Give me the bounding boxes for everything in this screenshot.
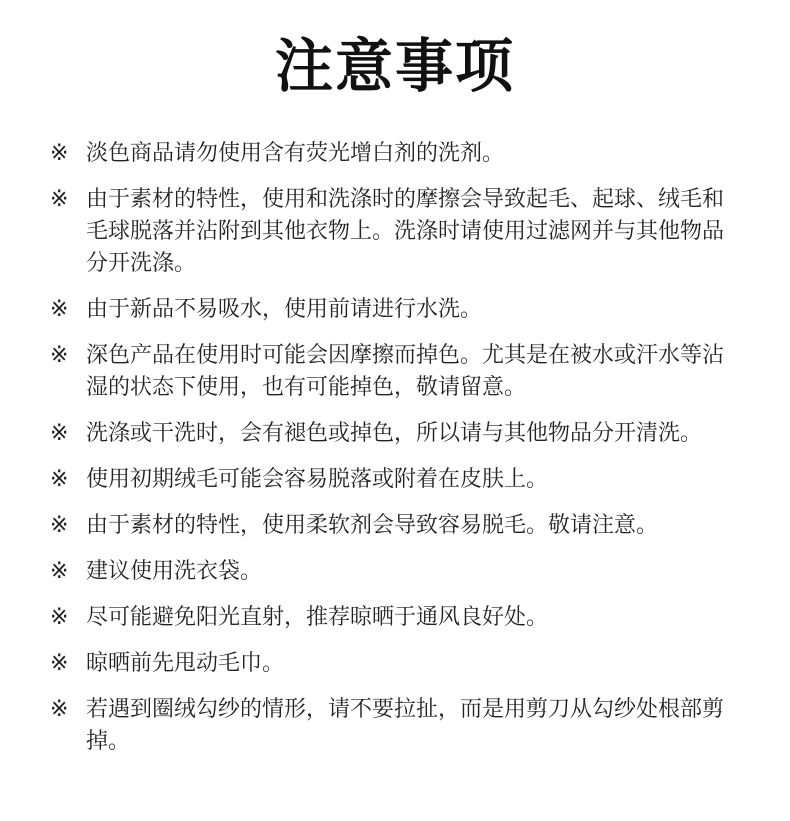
note-item: [50, 648, 740, 680]
note-item: [50, 694, 740, 758]
reference-mark-icon: ※: [50, 187, 69, 212]
note-text: 洗涤或干洗时，会有褪色或掉色，所以请与其他物品分开清洗。: [86, 421, 703, 446]
reference-mark-icon: ※: [50, 651, 69, 676]
reference-mark-icon: ※: [50, 297, 69, 322]
notes-list: [50, 138, 740, 772]
note-item: [50, 556, 740, 588]
reference-mark-icon: ※: [50, 605, 69, 630]
note-text: 由于素材的特性，使用柔软剂会导致容易脱毛。敬请注意。: [86, 513, 659, 538]
reference-mark-icon: ※: [50, 697, 69, 722]
note-item: [50, 602, 740, 634]
note-text: 尽可能避免阳光直射，推荐晾晒于通风良好处。: [86, 605, 549, 630]
note-text: 深色产品在使用时可能会因摩擦而掉色。尤其是在被水或汗水等沾湿的状态下使用，也有可能掉色，敬请留意。: [86, 343, 725, 400]
reference-mark-icon: ※: [50, 513, 69, 538]
note-item: [50, 340, 740, 404]
note-item: [50, 294, 740, 326]
note-item: [50, 464, 740, 496]
note-text: 晾晒前先甩动毛巾。: [86, 651, 285, 676]
reference-mark-icon: ※: [50, 559, 69, 584]
note-text: 由于素材的特性，使用和洗涤时的摩擦会导致起毛、起球、绒毛和毛球脱落并沾附到其他衣物上。洗涤时请使用过滤网并与其他物品分开洗涤。: [86, 187, 725, 276]
note-text: 使用初期绒毛可能会容易脱落或附着在皮肤上。: [86, 467, 549, 492]
note-item: [50, 510, 740, 542]
reference-mark-icon: ※: [50, 421, 69, 446]
note-text: 若遇到圈绒勾纱的情形，请不要拉扯，而是用剪刀从勾纱处根部剪掉。: [86, 697, 725, 754]
note-text: 淡色商品请勿使用含有荧光增白剂的洗剂。: [86, 141, 505, 166]
note-text: 建议使用洗衣袋。: [86, 559, 263, 584]
page-title: 注意事项: [274, 32, 515, 100]
reference-mark-icon: ※: [50, 141, 69, 166]
note-item: [50, 138, 740, 170]
note-item: [50, 184, 740, 280]
reference-mark-icon: ※: [50, 343, 69, 368]
note-item: [50, 418, 740, 450]
reference-mark-icon: ※: [50, 467, 69, 492]
note-text: 由于新品不易吸水，使用前请进行水洗。: [86, 297, 483, 322]
